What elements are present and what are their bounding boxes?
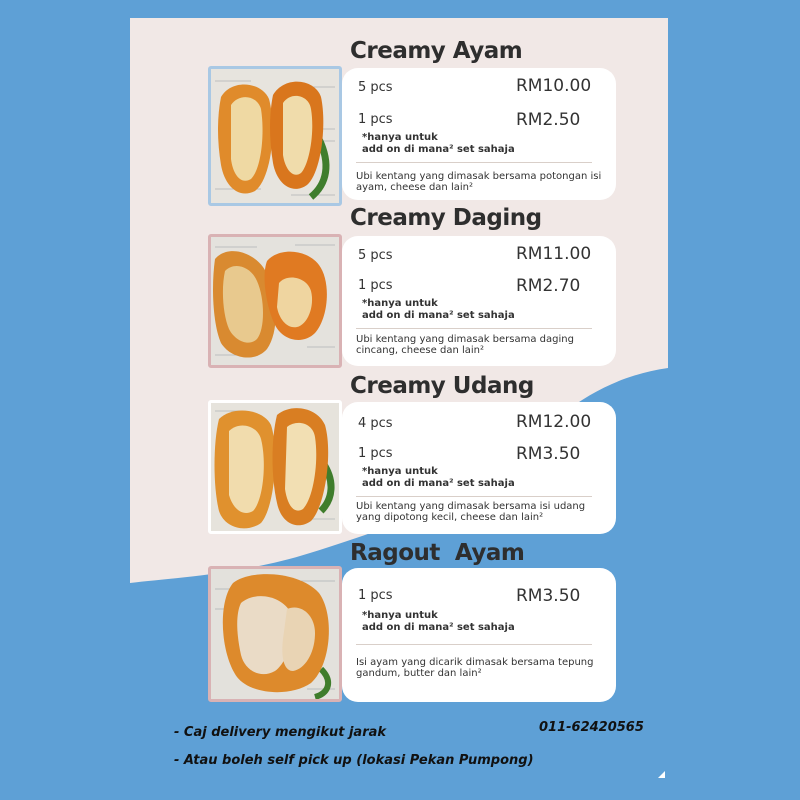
option-price: RM2.50 [516,110,581,130]
option-price: RM10.00 [516,76,592,96]
card-divider [356,644,592,645]
phone-number: 011-62420565 [539,720,644,735]
fried-potato-roll-photo [208,66,342,206]
corner-triangle-icon [658,771,665,778]
add-on-note: *hanya untuk add on di mana² set sahaja [362,466,515,489]
add-on-note: *hanya untuk add on di mana² set sahaja [362,132,515,155]
item-description: Ubi kentang yang dimasak bersama potongan isi ayam, cheese dan lain² [356,171,602,193]
option-price: RM11.00 [516,244,592,264]
option-qty: 5 pcs [358,80,393,95]
item-title: Creamy Daging [350,205,542,231]
menu-card [342,68,616,200]
option-qty: 1 pcs [358,588,393,603]
pickup-note: - Atau boleh self pick up (lokasi Pekan Pumpong) [174,753,534,768]
item-title: Creamy Ayam [350,38,523,64]
fried-potato-roll-photo [208,566,342,702]
option-qty: 4 pcs [358,416,393,431]
fried-potato-roll-photo [208,400,342,534]
menu-poster [130,18,668,800]
option-price: RM3.50 [516,586,581,606]
item-description: Isi ayam yang dicarik dimasak bersama tepung gandum, butter dan lain² [356,657,594,679]
card-divider [356,162,592,163]
option-qty: 5 pcs [358,248,393,263]
card-divider [356,328,592,329]
delivery-note: - Caj delivery mengikut jarak [174,725,387,740]
card-divider [356,496,592,497]
option-qty: 1 pcs [358,446,393,461]
option-qty: 1 pcs [358,278,393,293]
menu-card [342,568,616,702]
add-on-note: *hanya untuk add on di mana² set sahaja [362,298,515,321]
option-price: RM3.50 [516,444,581,464]
item-title: Ragout Ayam [350,540,525,566]
item-description: Ubi kentang yang dimasak bersama isi udang yang dipotong kecil, cheese dan lain² [356,501,586,523]
add-on-note: *hanya untuk add on di mana² set sahaja [362,610,515,633]
menu-card [342,236,616,366]
fried-potato-roll-photo [208,234,342,368]
option-qty: 1 pcs [358,112,393,127]
item-description: Ubi kentang yang dimasak bersama daging cincang, cheese dan lain² [356,334,574,356]
option-price: RM12.00 [516,412,592,432]
item-title: Creamy Udang [350,373,534,399]
option-price: RM2.70 [516,276,581,296]
menu-card [342,402,616,534]
